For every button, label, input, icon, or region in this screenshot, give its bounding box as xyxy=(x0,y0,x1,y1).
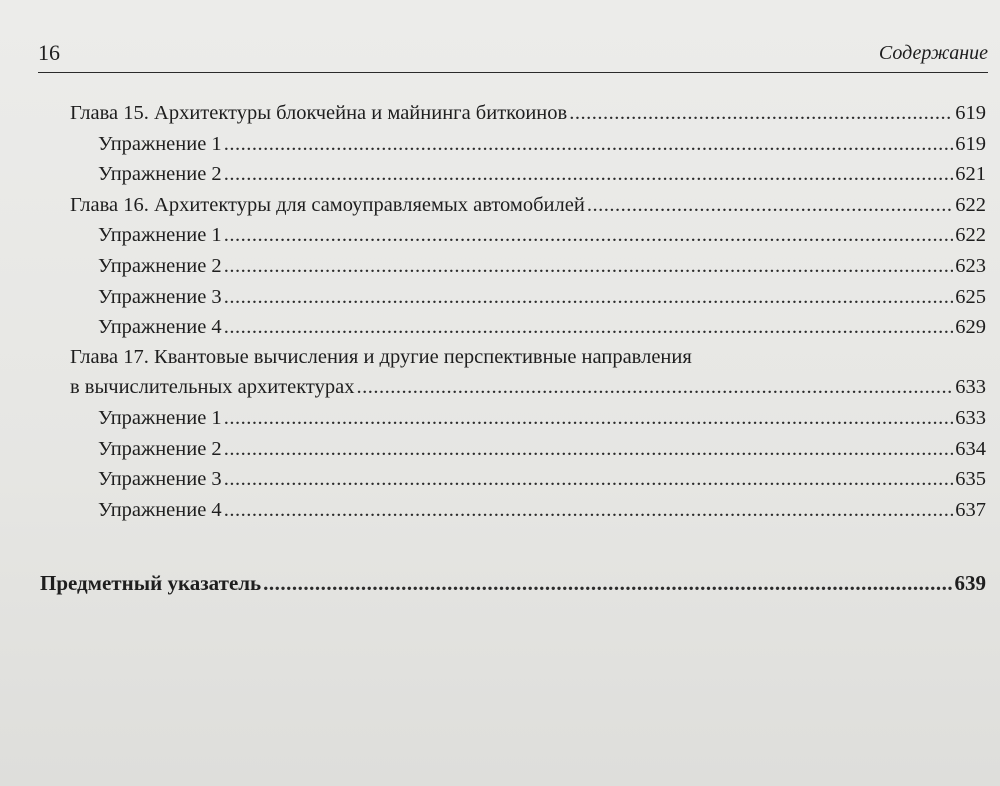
toc-entry-page: 629 xyxy=(955,316,986,338)
toc-entry-page: 633 xyxy=(955,407,986,429)
toc-entry-exercise xyxy=(98,161,986,187)
leader-dots xyxy=(224,314,954,340)
leader-dots xyxy=(224,161,954,187)
toc-entry-exercise xyxy=(98,131,986,157)
toc-entry-page: 622 xyxy=(955,224,986,246)
toc-entry-page: 633 xyxy=(955,376,986,398)
toc-entry-exercise xyxy=(98,405,986,431)
leader-dots xyxy=(224,131,954,157)
toc-entry-exercise xyxy=(98,497,986,523)
toc-entry-exercise xyxy=(98,284,986,310)
toc-entry-chapter-17-line1: Глава 17. Квантовые вычисления и другие перспективные направления xyxy=(70,346,692,368)
running-section-title: Содержание xyxy=(878,42,988,64)
toc-entry-label: Упражнение 4 xyxy=(98,316,222,338)
leader-dots xyxy=(224,284,954,310)
leader-dots xyxy=(224,253,954,279)
toc-entry-page: 621 xyxy=(955,163,986,185)
toc-entry-label: Упражнение 4 xyxy=(98,499,222,521)
leader-dots xyxy=(224,405,954,431)
toc-entry-label: Упражнение 3 xyxy=(98,468,222,490)
toc-entry-label: Глава 16. Архитектуры для самоуправляемых автомобилей xyxy=(70,194,585,216)
toc-entry-exercise xyxy=(98,222,986,248)
toc-entry-page: 634 xyxy=(955,438,986,460)
toc-entry-page: 635 xyxy=(955,468,986,490)
leader-dots xyxy=(224,466,954,492)
toc-entry-page: 625 xyxy=(955,286,986,308)
toc-entry-page: 639 xyxy=(954,571,986,595)
page-number: 16 xyxy=(38,40,60,65)
leader-dots xyxy=(224,436,954,462)
toc-entry-label: Предметный указатель xyxy=(40,571,262,595)
leader-dots xyxy=(569,100,953,126)
leader-dots xyxy=(587,192,953,218)
leader-dots xyxy=(224,497,954,523)
toc-entry-index xyxy=(40,570,986,596)
toc-entry-exercise xyxy=(98,466,986,492)
toc-entry-page: 619 xyxy=(955,133,986,155)
toc-entry-label: Глава 15. Архитектуры блокчейна и майнинга биткоинов xyxy=(70,102,568,124)
toc-entry-label: Упражнение 1 xyxy=(98,407,222,429)
toc-entry-exercise xyxy=(98,253,986,279)
toc-entry-label: Упражнение 1 xyxy=(98,133,222,155)
page-header xyxy=(38,38,988,73)
toc-entry-page: 622 xyxy=(955,194,986,216)
leader-dots xyxy=(263,570,952,596)
toc-entry-label: Упражнение 1 xyxy=(98,224,222,246)
toc-entry-exercise xyxy=(98,436,986,462)
toc-entry-page: 623 xyxy=(955,255,986,277)
toc-entry-chapter-15 xyxy=(70,100,986,126)
toc-entry-label: Упражнение 3 xyxy=(98,286,222,308)
leader-dots xyxy=(224,222,954,248)
toc-entry-chapter-16 xyxy=(70,192,986,218)
toc-entry-page: 637 xyxy=(955,499,986,521)
toc-entry-label: Упражнение 2 xyxy=(98,255,222,277)
toc-entry-exercise xyxy=(98,314,986,340)
toc-entry-label: Упражнение 2 xyxy=(98,163,222,185)
toc-entry-label: Упражнение 2 xyxy=(98,438,222,460)
toc-entry-label: в вычислительных архитектурах xyxy=(70,376,355,398)
toc-entry-chapter-17 xyxy=(70,374,986,400)
toc-entry-page: 619 xyxy=(955,102,986,124)
leader-dots xyxy=(356,374,953,400)
